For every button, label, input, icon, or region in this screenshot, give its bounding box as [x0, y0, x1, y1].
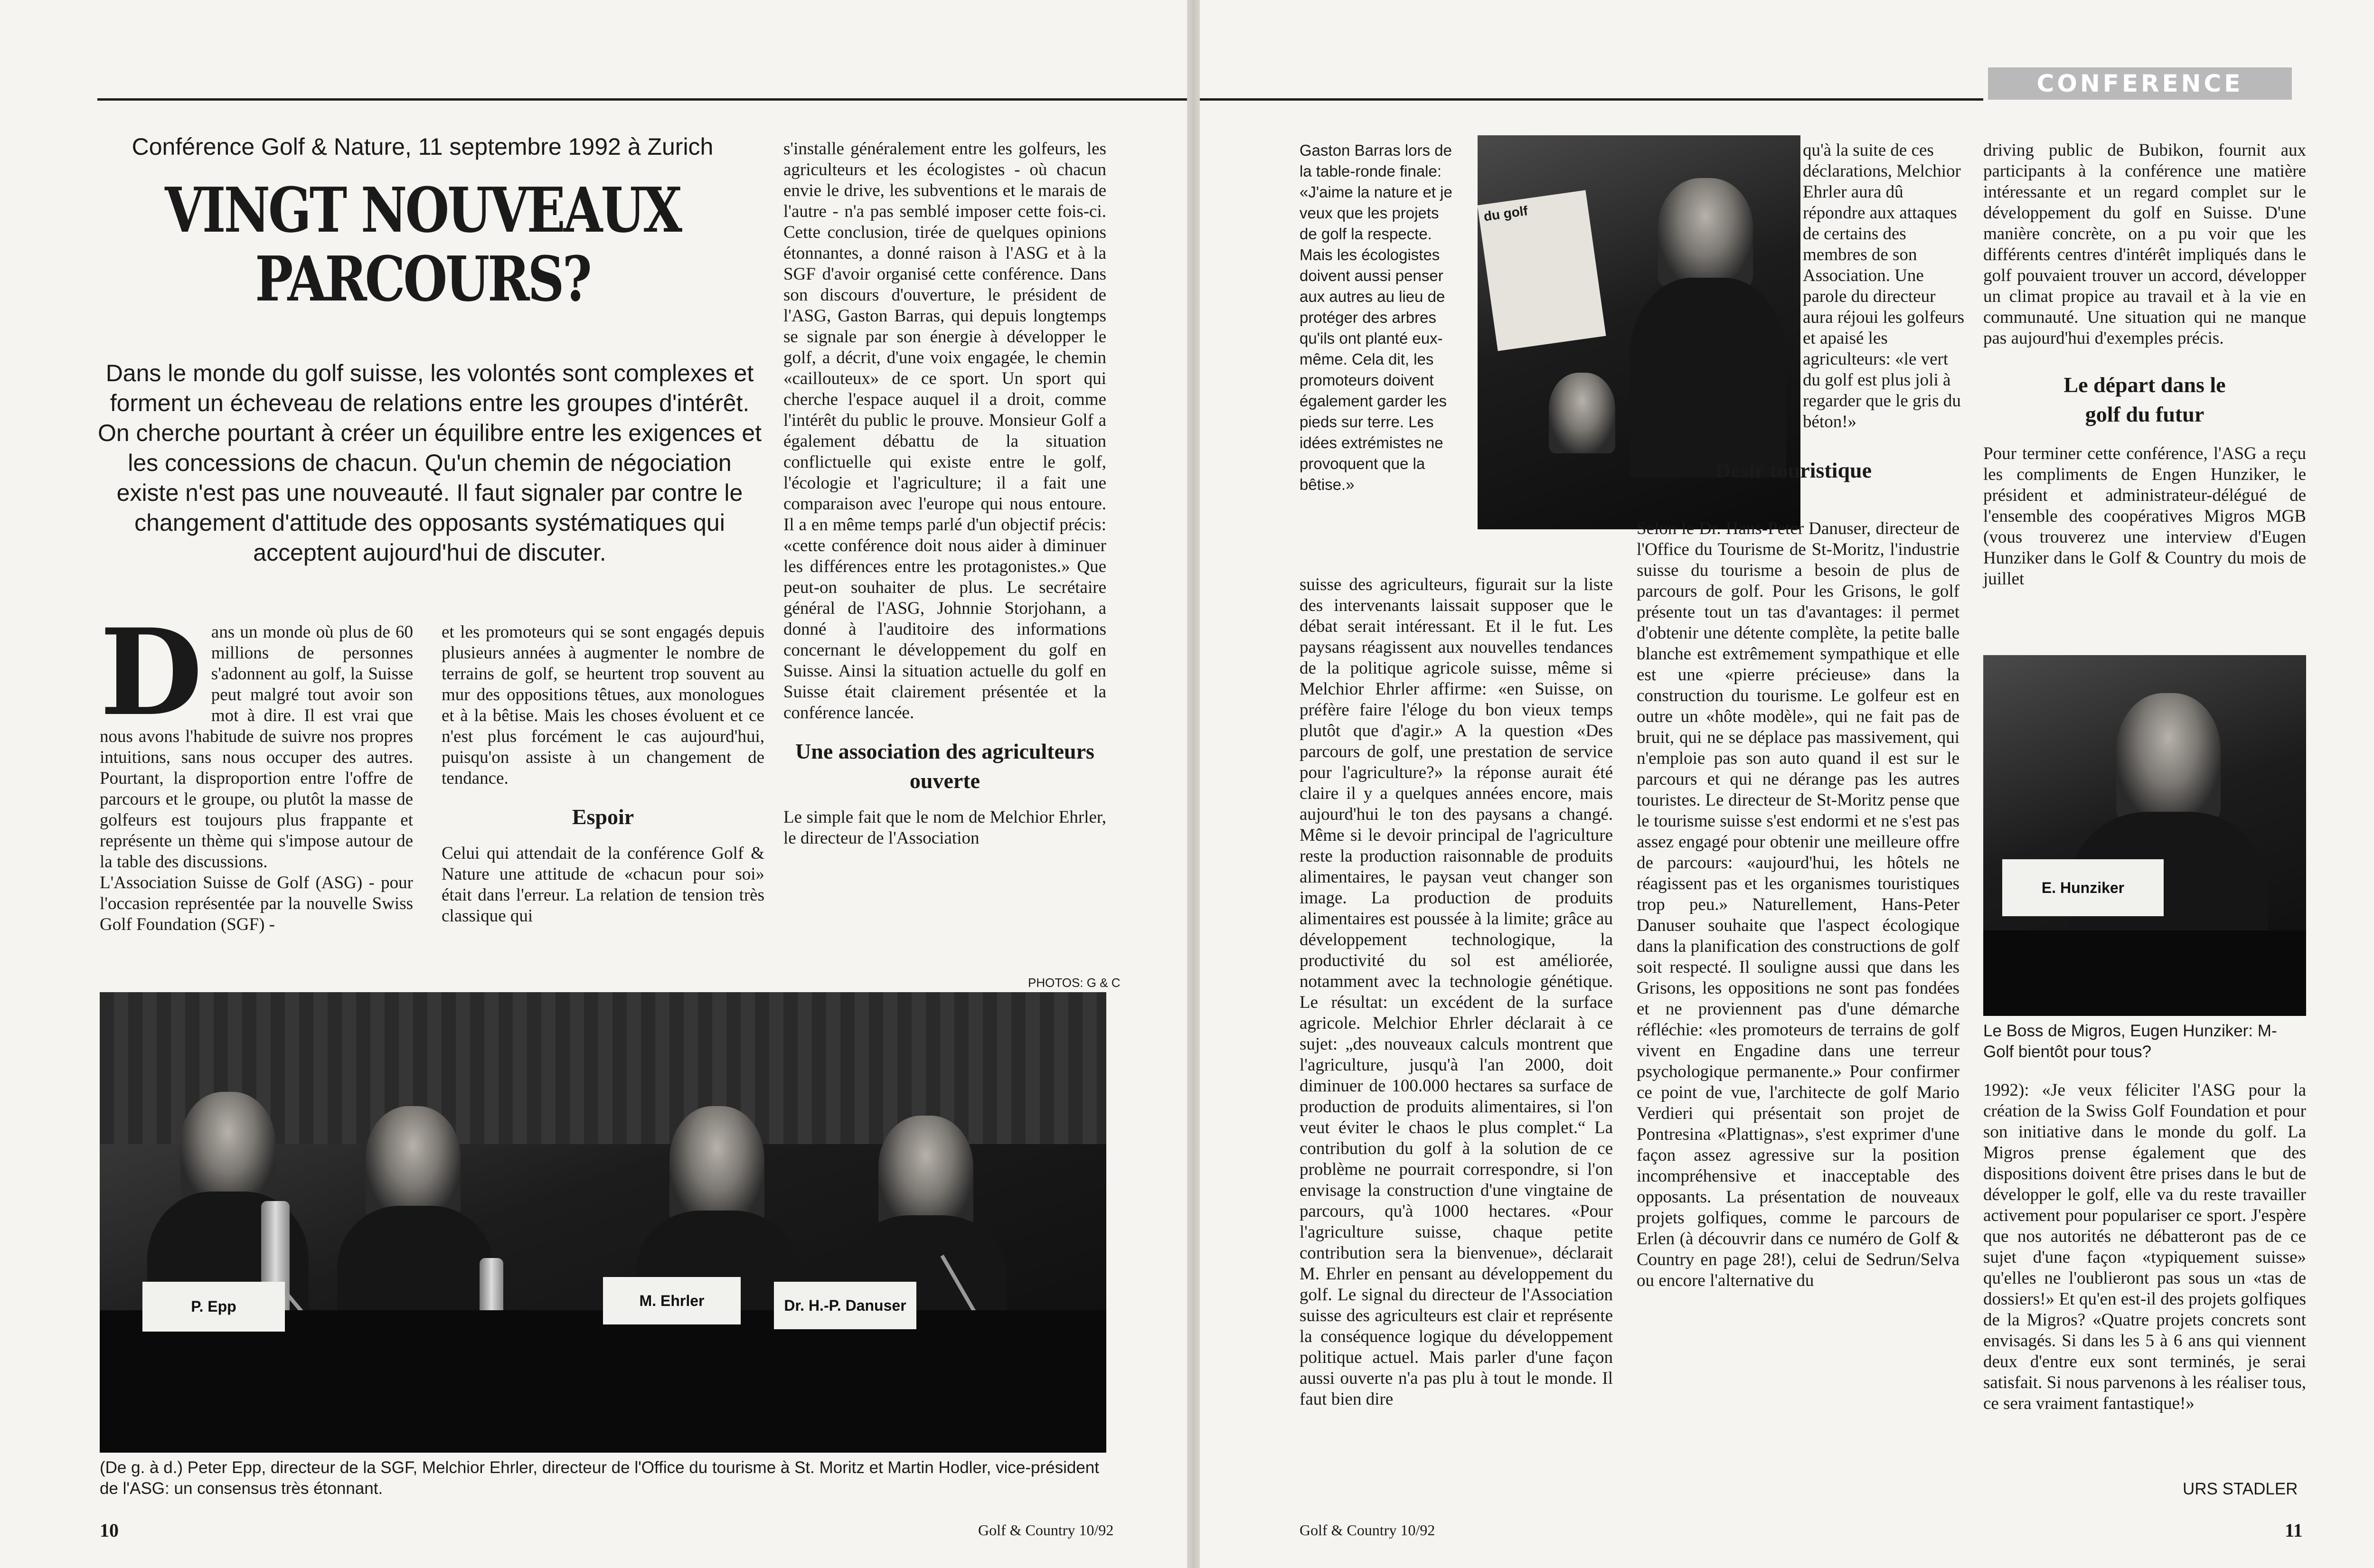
- article-lead: Dans le monde du golf suisse, les volontés sont complexes et forment un écheveau de relations entre les groupes d'intérêt. On cherche pourtant à créer un équilibre entre les exigences et les concessions de chacun. Qu'un chemin de négociation existe n'est pas une nouveauté. Il faut signaler par contre le changement d'attitude des opposants systématiques qui acceptent aujourd'hui de discuter.: [97, 360, 762, 566]
- name-card-epp: P. Epp: [142, 1282, 285, 1332]
- subhead-association: Une association des agriculteurs ouverte: [795, 739, 1094, 793]
- body-paragraph: L'Association Suisse de Golf (ASG) - pour l'occasion représentée par la nouvelle Swiss Golf Foundation (SGF) -: [100, 873, 413, 934]
- body-column-2: [442, 622, 764, 927]
- barras-caption: Gaston Barras lors de la table-ronde finale: «J'aime la nature et je veux que les projets de golf la respecte. Mais les écologistes doivent aussi penser aux autres au lieu de protéger des arbres qu'ils ont planté eux-même. Cela dit, les promoteurs doivent également garder les pieds sur terre. Les idées extrémistes ne provoquent que la bêtise.»: [1300, 141, 1452, 493]
- headline-line-2: PARCOURS?: [255, 243, 590, 315]
- person-danuser: [878, 1116, 973, 1230]
- body-paragraph: Le simple fait que le nom de Melchior Ehrler, le directeur de l'Association: [783, 807, 1106, 848]
- conference-table: [100, 1310, 1106, 1453]
- photo-credit: PHOTOS: G & C: [1028, 976, 1121, 990]
- drop-cap: D: [100, 602, 203, 742]
- subhead-espoir: Espoir: [572, 805, 634, 829]
- body-column-1: [100, 602, 413, 935]
- audience-person: [1549, 373, 1615, 453]
- footer-left: Golf & Country 10/92: [978, 1521, 1114, 1539]
- body-paragraph: et les promoteurs qui se sont engagés depuis plusieurs années à augmenter le nombre de terrains de golf, se heurtent trop souvent au mur des oppositions têtues, aux monologues et à la bêtise. Mais les choses évoluent et ce n'est plus forcément le cas aujourd'hui, puisqu'on assiste à un changement de tendance.: [442, 622, 764, 788]
- paper-text: du golf: [1482, 203, 1529, 224]
- section-tag: CONFERENCE: [1988, 67, 2292, 100]
- column-c-bottom: 1992): «Je veux féliciter l'ASG pour la création de la Swiss Golf Foundation et pour son initiative dans le monde du golf. La Migros prense également que des dispositions doivent être prises dans le but de développer le golf, elle va du reste travailler activement pour populariser ce sport. J'espère que nos autorités ne débatteront pas de ce sujet d'une façon «typiquement suisse» qu'elles ne l'oublieront pas sous un «tas de dossiers!» Et qu'en est-il des projets golfiques de la Migros? «Quatre projets concrets sont envisagés. Si dans les 5 à 6 ans qui viennent deux d'entre eux sont terminés, je serai satisfait. Si nous parvenons à les réaliser tous, ce sera vraiment fantastique!»: [1983, 1080, 2306, 1413]
- body-paragraph: s'installe généralement entre les golfeurs, les agriculteurs et les écologistes - où chacun envie le drive, les subventions et le marais de l'autre - n'a pas semblé imposer cette fois-ci. Cette conclusion, tirée de quelques opinions étonnantes, a donné raison à l'ASG et à la SGF d'avoir organisé cette conférence. Dans son discours d'ouverture, le président de l'ASG, Gaston Barras, qui depuis longtemps se signale par son énergie à développer le golf, a décrit, d'une voix engagée, le chemin «caillouteux» de ce sport. Un sport qui cherche l'espace auquel il a droit, comme l'intérêt du public le prouve. Monsieur Golf a également débattu de la situation conflictuelle qui existe entre le golf, l'écologie et l'agriculture; il a fait une comparaison avec l'europe qui nous entoure. Il a en même temps parlé d'un objectif précis: «cette conférence doit nous aider à diminuer les différences entre les protagonistes.» Que peut-on souhaiter de plus. Le secrétaire général de l'ASG, Johnnie Storjohann, a donné à l'auditoire des informations concernant le développement du golf en Suisse. Ainsi la situation actuelle du golf en Suisse était clairement présentée et la conférence lancée.: [783, 139, 1106, 723]
- person-barras: [1658, 178, 1753, 287]
- article-headline: [158, 176, 687, 313]
- top-rule: [1200, 98, 1983, 101]
- person-hodler: [366, 1106, 461, 1220]
- person-epp: [180, 1092, 275, 1206]
- body-column-b: [1637, 456, 1959, 1291]
- person-ehrler: [669, 1106, 764, 1225]
- body-paragraph: Celui qui attendait de la conférence Golf & Nature une attitude de «chacun pour soi» était dans l'erreur. La relation de tension très classique qui: [442, 844, 764, 926]
- body-column-c: [1983, 140, 2306, 590]
- name-card-ehrler: M. Ehrler: [603, 1277, 741, 1324]
- headline-line-1: VINGT NOUVEAUX: [165, 174, 680, 246]
- held-paper: [1478, 190, 1606, 351]
- person-barras-suit: [1630, 278, 1786, 477]
- person-hunziker: [2116, 693, 2221, 821]
- conference-table: [1983, 930, 2306, 1016]
- page-number-right: 11: [2285, 1520, 2303, 1541]
- body-paragraph: ans un monde où plus de 60 millions de personnes s'adonnent au golf, la Suisse peut malgré tout avoir son mot à dire. Il est vrai que nous avons l'habitude de suivre nos propres intuitions, sans nous occuper des autres. Pourtant, la disproportion entre l'offre de parcours et le groupe, ou plutôt la masse de golfeurs est toujours plus frappante et représente un thème qui s'impose autour de la table des discussions.: [100, 622, 413, 872]
- right-page: [1200, 0, 2374, 1568]
- gutter: [1187, 0, 1200, 1568]
- column-b-top: qu'à la suite de ces déclarations, Melchior Ehrler aura dû répondre aux attaques de certains des membres de son Association. Une parole du directeur aura réjoui les golfeurs et apaisé les agriculteurs: «le vert du golf est plus joli à regarder que le gris du béton!»: [1803, 141, 1965, 432]
- top-rule: [97, 98, 1187, 101]
- subhead-depart: Le départ dans le golf du futur: [2063, 373, 2226, 426]
- panel-photo: [100, 992, 1106, 1453]
- hunziker-photo: [1983, 655, 2306, 1016]
- subhead-desir: Désir touristique: [1715, 458, 1872, 482]
- body-paragraph: Selon le Dr. Hans-Peter Danuser, directeur de l'Office du Tourisme de St-Moritz, l'industrie suisse du tourisme a besoin de plus de parcours de golf. Pour les Grisons, le golf présente tout un tas d'avantages: il permet d'obtenir une détente complète, la petite balle blanche est extrêmement sympathique et elle est une «pierre précieuse» dans la construction du tourisme. Le golfeur est en outre un «hôte modèle», qui ne fait pas de bruit, qui ne se déplace pas massivement, qui n'emploie pas son auto quand il est sur le parcours et qui ne dérange pas les autres touristes. Le directeur de St-Moritz pense que le tourisme suisse s'est endormi et ne s'est pas assez engagé pour obtenir une meilleure offre de parcours: «aujourd'hui, les hôtels ne réagissent pas et les organismes touristiques trop peu.» Naturellement, Hans-Peter Danuser souhaite que l'aspect écologique dans la planification des constructions de golf soit respecté. Il souligne aussi que dans les Grisons, les oppositions ne sont pas fondées et ne proviennent pas d'une démarche réfléchie: «les promoteurs de terrains de golf vivent en Engadine dans une terreur psychologique permanente.» Pour confirmer ce point de vue, l'architecte de golf Mario Verdieri qui présentait son projet de Pontresina «Plattignas», s'est exprimer d'une façon assez agressive sur la position incompréhensive et inacceptable des opposants. La présentation de nouveaux projets golfiques, comme le parcours de Erlen (à découvrir dans ce numéro de Golf & Country en page 28!), celui de Sedrun/Selva ou encore l'alternative du: [1637, 519, 1959, 1290]
- article-kicker: Conférence Golf & Nature, 11 septembre 1992 à Zurich: [132, 133, 714, 160]
- author-byline: URS STADLER: [2183, 1480, 2298, 1498]
- name-card-danuser: Dr. H.-P. Danuser: [774, 1282, 916, 1329]
- body-paragraph: Pour terminer cette conférence, l'ASG a reçu les compliments de Engen Hunziker, le président et administrateur-délégué de l'ensemble des coopératives Migros MGB (vous trouverez une interview d'Eugen Hunziker dans le Golf & Country du mois de juillet: [1983, 444, 2306, 589]
- hunziker-caption: Le Boss de Migros, Eugen Hunziker: M-Golf bientôt pour tous?: [1983, 1022, 2277, 1061]
- body-column-a: suisse des agriculteurs, figurait sur la liste des intervenants laissait supposer que le débat serait intéressant. Et il le fut. Les paysans réagissent aux nouvelles tendances de la politique agricole suisse, même si Melchior Ehrler affirme: «en Suisse, on préfère faire l'éloge du bon vieux temps plutôt que d'agir.» A la question «Des parcours de golf, une prestation de service pour l'agriculture?» la réponse aurait été claire il y a quelques années encore, mais aujourd'hui le ton des paysans a changé. Même si le devoir principal de l'agriculture reste la production raisonnable de produits alimentaires, le paysan veut changer son image. La production de produits alimentaires est poussée à la limite; grâce au développement technologique, la productivité du sol est améliorée, notamment avec la technologie génétique. Le résultat: un excédent de la surface agricole. Melchior Ehrler déclarait à ce sujet: „des nouveaux calculs montrent que l'agriculture, jusqu'à l'an 2000, doit diminuer de 100.000 hectares sa surface de production de produits alimentaires, si l'on veut éviter le chaos le plus complet.“ La contribution du golf à la solution de ce problème ne pourrait correspondre, si l'on envisage la construction d'une vingtaine de parcours, qu'à 1000 hectares. «Pour l'agriculture suisse, chaque petite contribution sera la bienvenue», déclarait M. Ehrler en pensant au développement du golf. Le signal du directeur de l'Association suisse des agriculteurs est clair et représente la conséquence logique du développement politique actuel. Mais parler d'une façon aussi ouverte n'a pas plu à tout le monde. Il faut bien dire: [1300, 575, 1613, 1409]
- footer-right: Golf & Country 10/92: [1300, 1521, 1435, 1539]
- page-number-left: 10: [100, 1520, 119, 1541]
- name-card-hunziker: E. Hunziker: [2002, 859, 2164, 916]
- body-column-3: [783, 139, 1106, 849]
- body-paragraph: driving public de Bubikon, fournit aux participants à la conférence une matière intéressante et un regard complet sur le développement du golf en Suisse. D'une manière concrète, on a pu voir que les différents centres d'intérêt impliqués dans le golf pouvaient trouver un accord, développer un climat propice au travail et à la vie en communauté. Une situation qui ne manque pas aujourd'hui d'exemples précis.: [1983, 141, 2306, 348]
- panel-caption: (De g. à d.) Peter Epp, directeur de la SGF, Melchior Ehrler, directeur de l'Office du tourisme à St. Moritz et Martin Hodler, vice-président de l'ASG: un consensus très étonnant.: [100, 1458, 1099, 1498]
